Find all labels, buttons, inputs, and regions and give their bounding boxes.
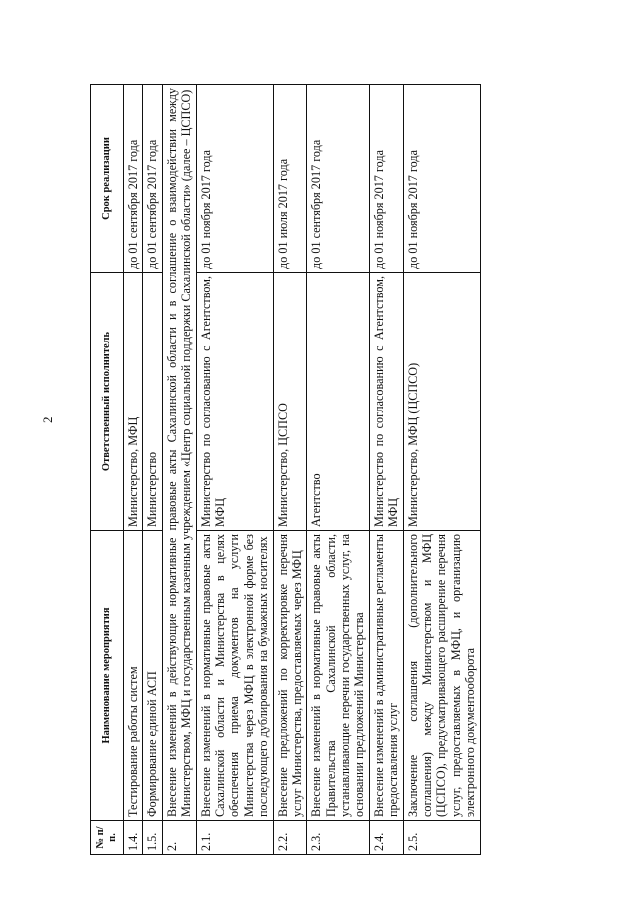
table-row bbox=[196, 85, 273, 855]
row-number: 2.4. bbox=[369, 821, 403, 855]
responsible-executor: Агентство bbox=[307, 273, 370, 531]
deadline: до 01 ноября 2017 года bbox=[403, 85, 480, 273]
measure-name: Внесение предложений по корректировке перечня услуг Министерства, предоставляемых через МФЦ bbox=[273, 531, 307, 821]
measure-name: Тестирование работы систем bbox=[124, 531, 143, 821]
table-row bbox=[307, 85, 370, 855]
row-number: 2.1. bbox=[196, 821, 273, 855]
deadline: до 01 ноября 2017 года bbox=[369, 85, 403, 273]
deadline: до 01 ноября 2017 года bbox=[196, 85, 273, 273]
page-number: 2 bbox=[40, 416, 55, 423]
section-row bbox=[162, 85, 196, 855]
table-row bbox=[369, 85, 403, 855]
responsible-executor: Министерство по согласованию с Агентством, МФЦ bbox=[369, 273, 403, 531]
measure-name: Внесение изменений в нормативные правовые акты Сахалинской области и Министерства в целях обеспечения приема документов на услуги Министерства через МФЦ в электронной форме без последующего дублирования на бумажных носителях bbox=[196, 531, 273, 821]
table-row bbox=[273, 85, 307, 855]
deadline: до 01 июля 2017 года bbox=[273, 85, 307, 273]
deadline: до 01 сентября 2017 года bbox=[124, 85, 143, 273]
measures-table bbox=[90, 84, 481, 855]
row-number: 1.5. bbox=[143, 821, 162, 855]
row-number: 2.5. bbox=[403, 821, 480, 855]
table-row bbox=[403, 85, 480, 855]
responsible-executor: Министерство, МФЦ bbox=[124, 273, 143, 531]
table-header-row bbox=[91, 85, 124, 855]
deadline: до 01 сентября 2017 года bbox=[143, 85, 162, 273]
responsible-executor: Министерство по согласованию с Агентством, МФЦ bbox=[196, 273, 273, 531]
table-row bbox=[124, 85, 143, 855]
header-executor: Ответственный исполнитель bbox=[91, 273, 124, 531]
responsible-executor: Министерство bbox=[143, 273, 162, 531]
row-number: 2.2. bbox=[273, 821, 307, 855]
deadline: до 01 сентября 2017 года bbox=[307, 85, 370, 273]
table-row bbox=[143, 85, 162, 855]
row-number: 2.3. bbox=[307, 821, 370, 855]
header-deadline: Срок реализации bbox=[91, 85, 124, 273]
measure-name: Внесение изменений в нормативные правовые акты Правительства Сахалинской области, устанавливающие перечни государственных услуг, на основании предложений Министерства bbox=[307, 531, 370, 821]
measure-name: Внесение изменений в административные регламенты предоставления услуг bbox=[369, 531, 403, 821]
measure-name: Заключение соглашения (дополнительного соглашения) между Министерством и МФЦ (ЦСПСО), предусматривающего расширение перечня услуг, предоставляемых в МФЦ, и организацию электронного документооборота bbox=[403, 531, 480, 821]
measure-name: Формирование единой АСП bbox=[143, 531, 162, 821]
responsible-executor: Министерство, ЦСПСО bbox=[273, 273, 307, 531]
rotated-page-content bbox=[90, 85, 600, 855]
header-num: № п/п. bbox=[91, 821, 124, 855]
section-title: Внесение изменений в действующие нормативные правовые акты Сахалинской области и в соглашение о взаимодействии между Министерством, МФЦ и государственным казенным учреждением «Центр социальной поддержки Сахалинской области» (далее – ЦСПСО) bbox=[162, 85, 196, 821]
header-name: Наименование мероприятия bbox=[91, 531, 124, 821]
row-number: 1.4. bbox=[124, 821, 143, 855]
row-number: 2. bbox=[162, 821, 196, 855]
responsible-executor: Министерство, МФЦ (ЦСПСО) bbox=[403, 273, 480, 531]
